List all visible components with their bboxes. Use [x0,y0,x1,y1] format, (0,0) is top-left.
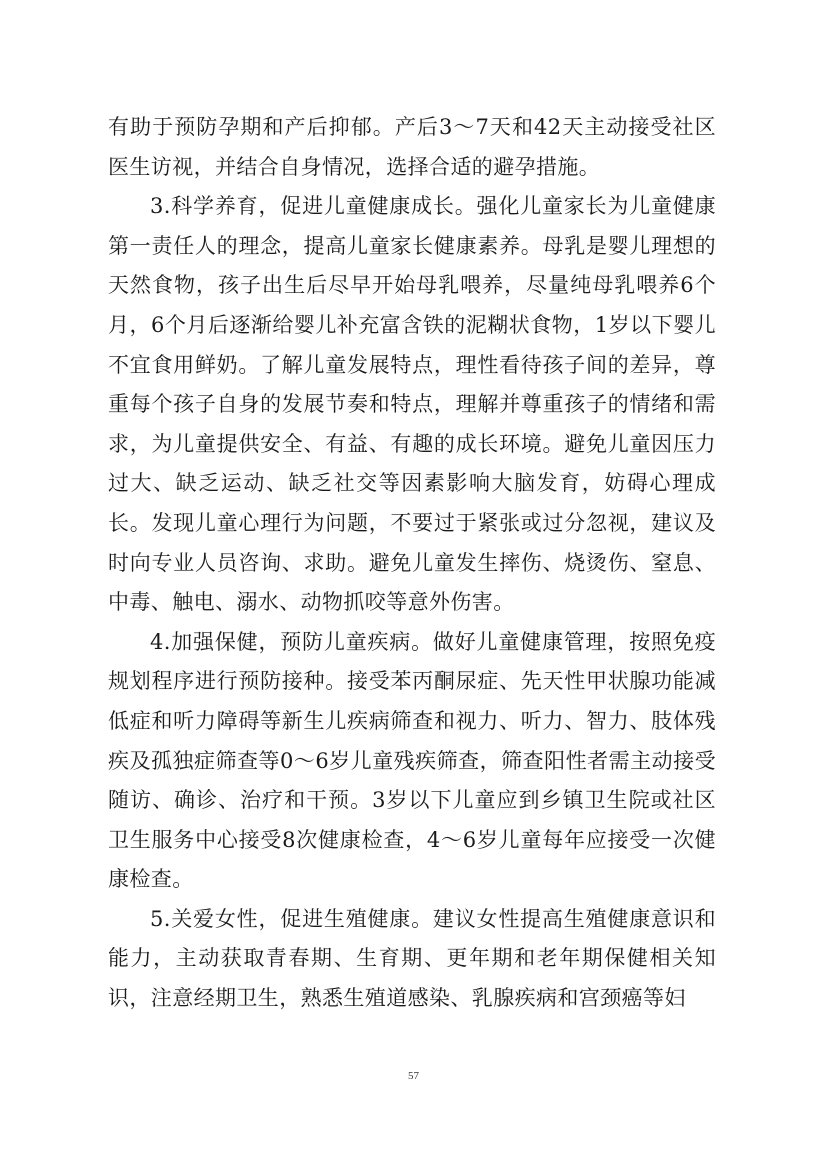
paragraph-child-disease-prevention: 4.加强保健，预防儿童疾病。做好儿童健康管理，按照免疫规划程序进行预防接种。接受苯丙酮尿症、先天性甲状腺功能减低症和听力障碍等新生儿疾病筛查和视力、听力、智力、肢体残疾及孤独症筛查等0～6岁儿童残疾筛查，筛查阳性者需主动接受随访、确诊、治疗和干预。3岁以下儿童应到乡镇卫生院或社区卫生服务中心接受8次健康检查，4～6岁儿童每年应接受一次健康检查。 [108,629,716,892]
paragraph-continuation: 有助于预防孕期和产后抑郁。产后3～7天和42天主动接受社区医生访视，并结合自身情况，选择合适的避孕措施。 [108,115,716,179]
body-text [108,108,716,1019]
paragraph-child-rearing: 3.科学养育，促进儿童健康成长。强化儿童家长为儿童健康第一责任人的理念，提高儿童家长健康素养。母乳是婴儿理想的天然食物，孩子出生后尽早开始母乳喂养，尽量纯母乳喂养6个月，6个月后逐渐给婴儿补充富含铁的泥糊状食物，1岁以下婴儿不宜食用鲜奶。了解儿童发展特点，理性看待孩子间的差异，尊重每个孩子自身的发展节奏和特点，理解并尊重孩子的情绪和需求，为儿童提供安全、有益、有趣的成长环境。避免儿童因压力过大、缺乏运动、缺乏社交等因素影响大脑发育，妨碍心理成长。发现儿童心理行为问题，不要过于紧张或过分忽视，建议及时向专业人员咨询、求助。避免儿童发生摔伤、烧烫伤、窒息、中毒、触电、溺水、动物抓咬等意外伤害。 [108,194,716,615]
page-number: 57 [408,1070,419,1082]
paragraph-reproductive-health: 5.关爱女性，促进生殖健康。建议女性提高生殖健康意识和能力，主动获取青春期、生育期、更年期和老年期保健相关知识，注意经期卫生，熟悉生殖道感染、乳腺疾病和宫颈癌等妇 [108,906,716,1011]
